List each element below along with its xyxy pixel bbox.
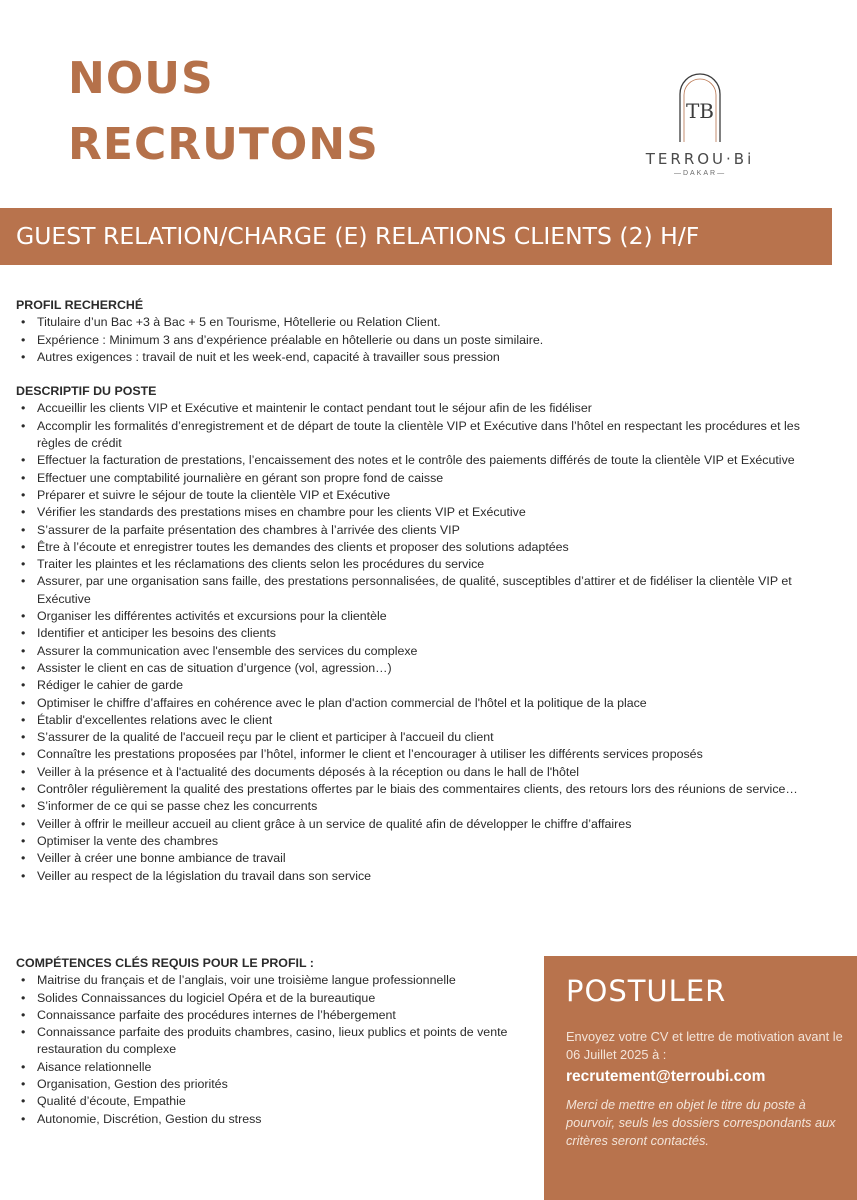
profile-section	[16, 297, 828, 366]
apply-title: POSTULER	[566, 974, 727, 1008]
skills-item: • Maitrise du français et de l’anglais, voir une troisième langue professionnelle	[16, 972, 531, 989]
description-item: • Accueillir les clients VIP et Exécutive et maintenir le contact pendant tout le séjour afin de les fidéliser	[16, 400, 828, 417]
description-item: • Rédiger le cahier de garde	[16, 677, 828, 694]
logo-name: TERROU·Bi	[645, 150, 755, 168]
skills-item: • Connaissance parfaite des produits chambres, casino, lieux publics et points de vente restauration du complexe	[16, 1024, 531, 1059]
description-list	[16, 400, 828, 884]
profile-item: • Titulaire d’un Bac +3 à Bac + 5 en Tourisme, Hôtellerie ou Relation Client.	[16, 314, 828, 331]
description-item: • Être à l’écoute et enregistrer toutes les demandes des clients et proposer des solutions adaptées	[16, 539, 828, 556]
skills-item: • Aisance relationnelle	[16, 1059, 531, 1076]
description-item: • Veiller à offrir le meilleur accueil au client grâce à un service de qualité afin de développer le chiffre d’affaires	[16, 816, 828, 833]
description-item: • Organiser les différentes activités et excursions pour la clientèle	[16, 608, 828, 625]
terroubi-logo	[630, 72, 770, 177]
description-item: • Effectuer une comptabilité journalière en gérant son propre fond de caisse	[16, 470, 828, 487]
description-item: • S’assurer de la parfaite présentation des chambres à l’arrivée des clients VIP	[16, 522, 828, 539]
apply-box	[544, 956, 857, 1200]
profile-title: PROFIL RECHERCHÉ	[16, 298, 144, 312]
description-item: • Veiller au respect de la législation du travail dans son service	[16, 868, 828, 885]
skills-item: • Connaissance parfaite des procédures internes de l’hébergement	[16, 1007, 531, 1024]
description-item: • Optimiser le chiffre d’affaires en cohérence avec le plan d'action commercial de l'hôtel et la politique de la place	[16, 695, 828, 712]
apply-note: Merci de mettre en objet le titre du poste à pourvoir, seuls les dossiers correspondants aux critères seront contactés.	[566, 1097, 836, 1148]
title-line-1: NOUS	[68, 53, 214, 104]
profile-item: • Autres exigences : travail de nuit et les week-end, capacité à travailler sous pression	[16, 349, 828, 366]
profile-item: • Expérience : Minimum 3 ans d’expérience préalable en hôtellerie ou dans un poste similaire.	[16, 332, 828, 349]
svg-text:TB: TB	[685, 99, 715, 123]
profile-list	[16, 314, 828, 366]
description-item: • Veiller à créer une bonne ambiance de travail	[16, 850, 828, 867]
description-item: • Assurer la communication avec l'ensemble des services du complexe	[16, 643, 828, 660]
description-title: DESCRIPTIF DU POSTE	[16, 384, 157, 399]
description-item: • Veiller à la présence et à l'actualité des documents déposés à la réception ou dans le hall de l'hôtel	[16, 764, 828, 781]
logo-city: —DAKAR—	[673, 170, 727, 177]
description-item: • Contrôler régulièrement la qualité des prestations offertes par le biais des commentaires clients, des retours lors des réunions de service…	[16, 781, 828, 798]
description-item: • Connaître les prestations proposées par l’hôtel, informer le client et l’encourager à utiliser les différents services proposés	[16, 746, 828, 763]
apply-email-link[interactable]: recrutement@terroubi.com	[566, 1068, 766, 1085]
job-title-banner: GUEST RELATION/CHARGE (E) RELATIONS CLIENTS (2) H/F	[0, 208, 832, 265]
description-item: • Assister le client en cas de situation d’urgence (vol, agression…)	[16, 660, 828, 677]
skills-title: COMPÉTENCES CLÉS REQUIS POUR LE PROFIL :	[16, 956, 314, 970]
description-section	[16, 383, 828, 885]
skills-item: • Qualité d’écoute, Empathie	[16, 1093, 531, 1110]
description-item: • Identifier et anticiper les besoins des clients	[16, 625, 828, 642]
skills-section	[16, 955, 531, 1128]
description-item: • Traiter les plaintes et les réclamations des clients selon les procédures du service	[16, 556, 828, 573]
description-item: • Effectuer la facturation de prestations, l’encaissement des notes et le contrôle des paiements différés de toute la clientèle VIP et Exécutive	[16, 452, 828, 469]
description-item: • Optimiser la vente des chambres	[16, 833, 828, 850]
monogram-icon	[676, 72, 724, 144]
description-item: • Assurer, par une organisation sans faille, des prestations personnalisées, de qualité, susceptibles d’attirer et de fidéliser la clientèle VIP et Exécutive	[16, 573, 828, 608]
description-item: • Établir d'excellentes relations avec le client	[16, 712, 828, 729]
apply-instructions: Envoyez votre CV et lettre de motivation avant le 06 Juillet 2025 à :	[566, 1029, 843, 1062]
page-title	[68, 46, 379, 178]
description-item: • S’assurer de la qualité de l'accueil reçu par le client et participer à l'accueil du client	[16, 729, 828, 746]
skills-list	[16, 972, 531, 1128]
description-item: • S’informer de ce qui se passe chez les concurrents	[16, 798, 828, 815]
description-item: • Accomplir les formalités d’enregistrement et de départ de toute la clientèle VIP et Exécutive dans l’hôtel en respectant les procédures et les règles de crédit	[16, 418, 828, 453]
skills-item: • Solides Connaissances du logiciel Opéra et de la bureautique	[16, 990, 531, 1007]
skills-item: • Organisation, Gestion des priorités	[16, 1076, 531, 1093]
description-item: • Vérifier les standards des prestations mises en chambre pour les clients VIP et Exécutive	[16, 504, 828, 521]
description-item: • Préparer et suivre le séjour de toute la clientèle VIP et Exécutive	[16, 487, 828, 504]
skills-item: • Autonomie, Discrétion, Gestion du stress	[16, 1111, 531, 1128]
title-line-2: RECRUTONS	[68, 119, 379, 170]
job-details	[16, 297, 828, 885]
